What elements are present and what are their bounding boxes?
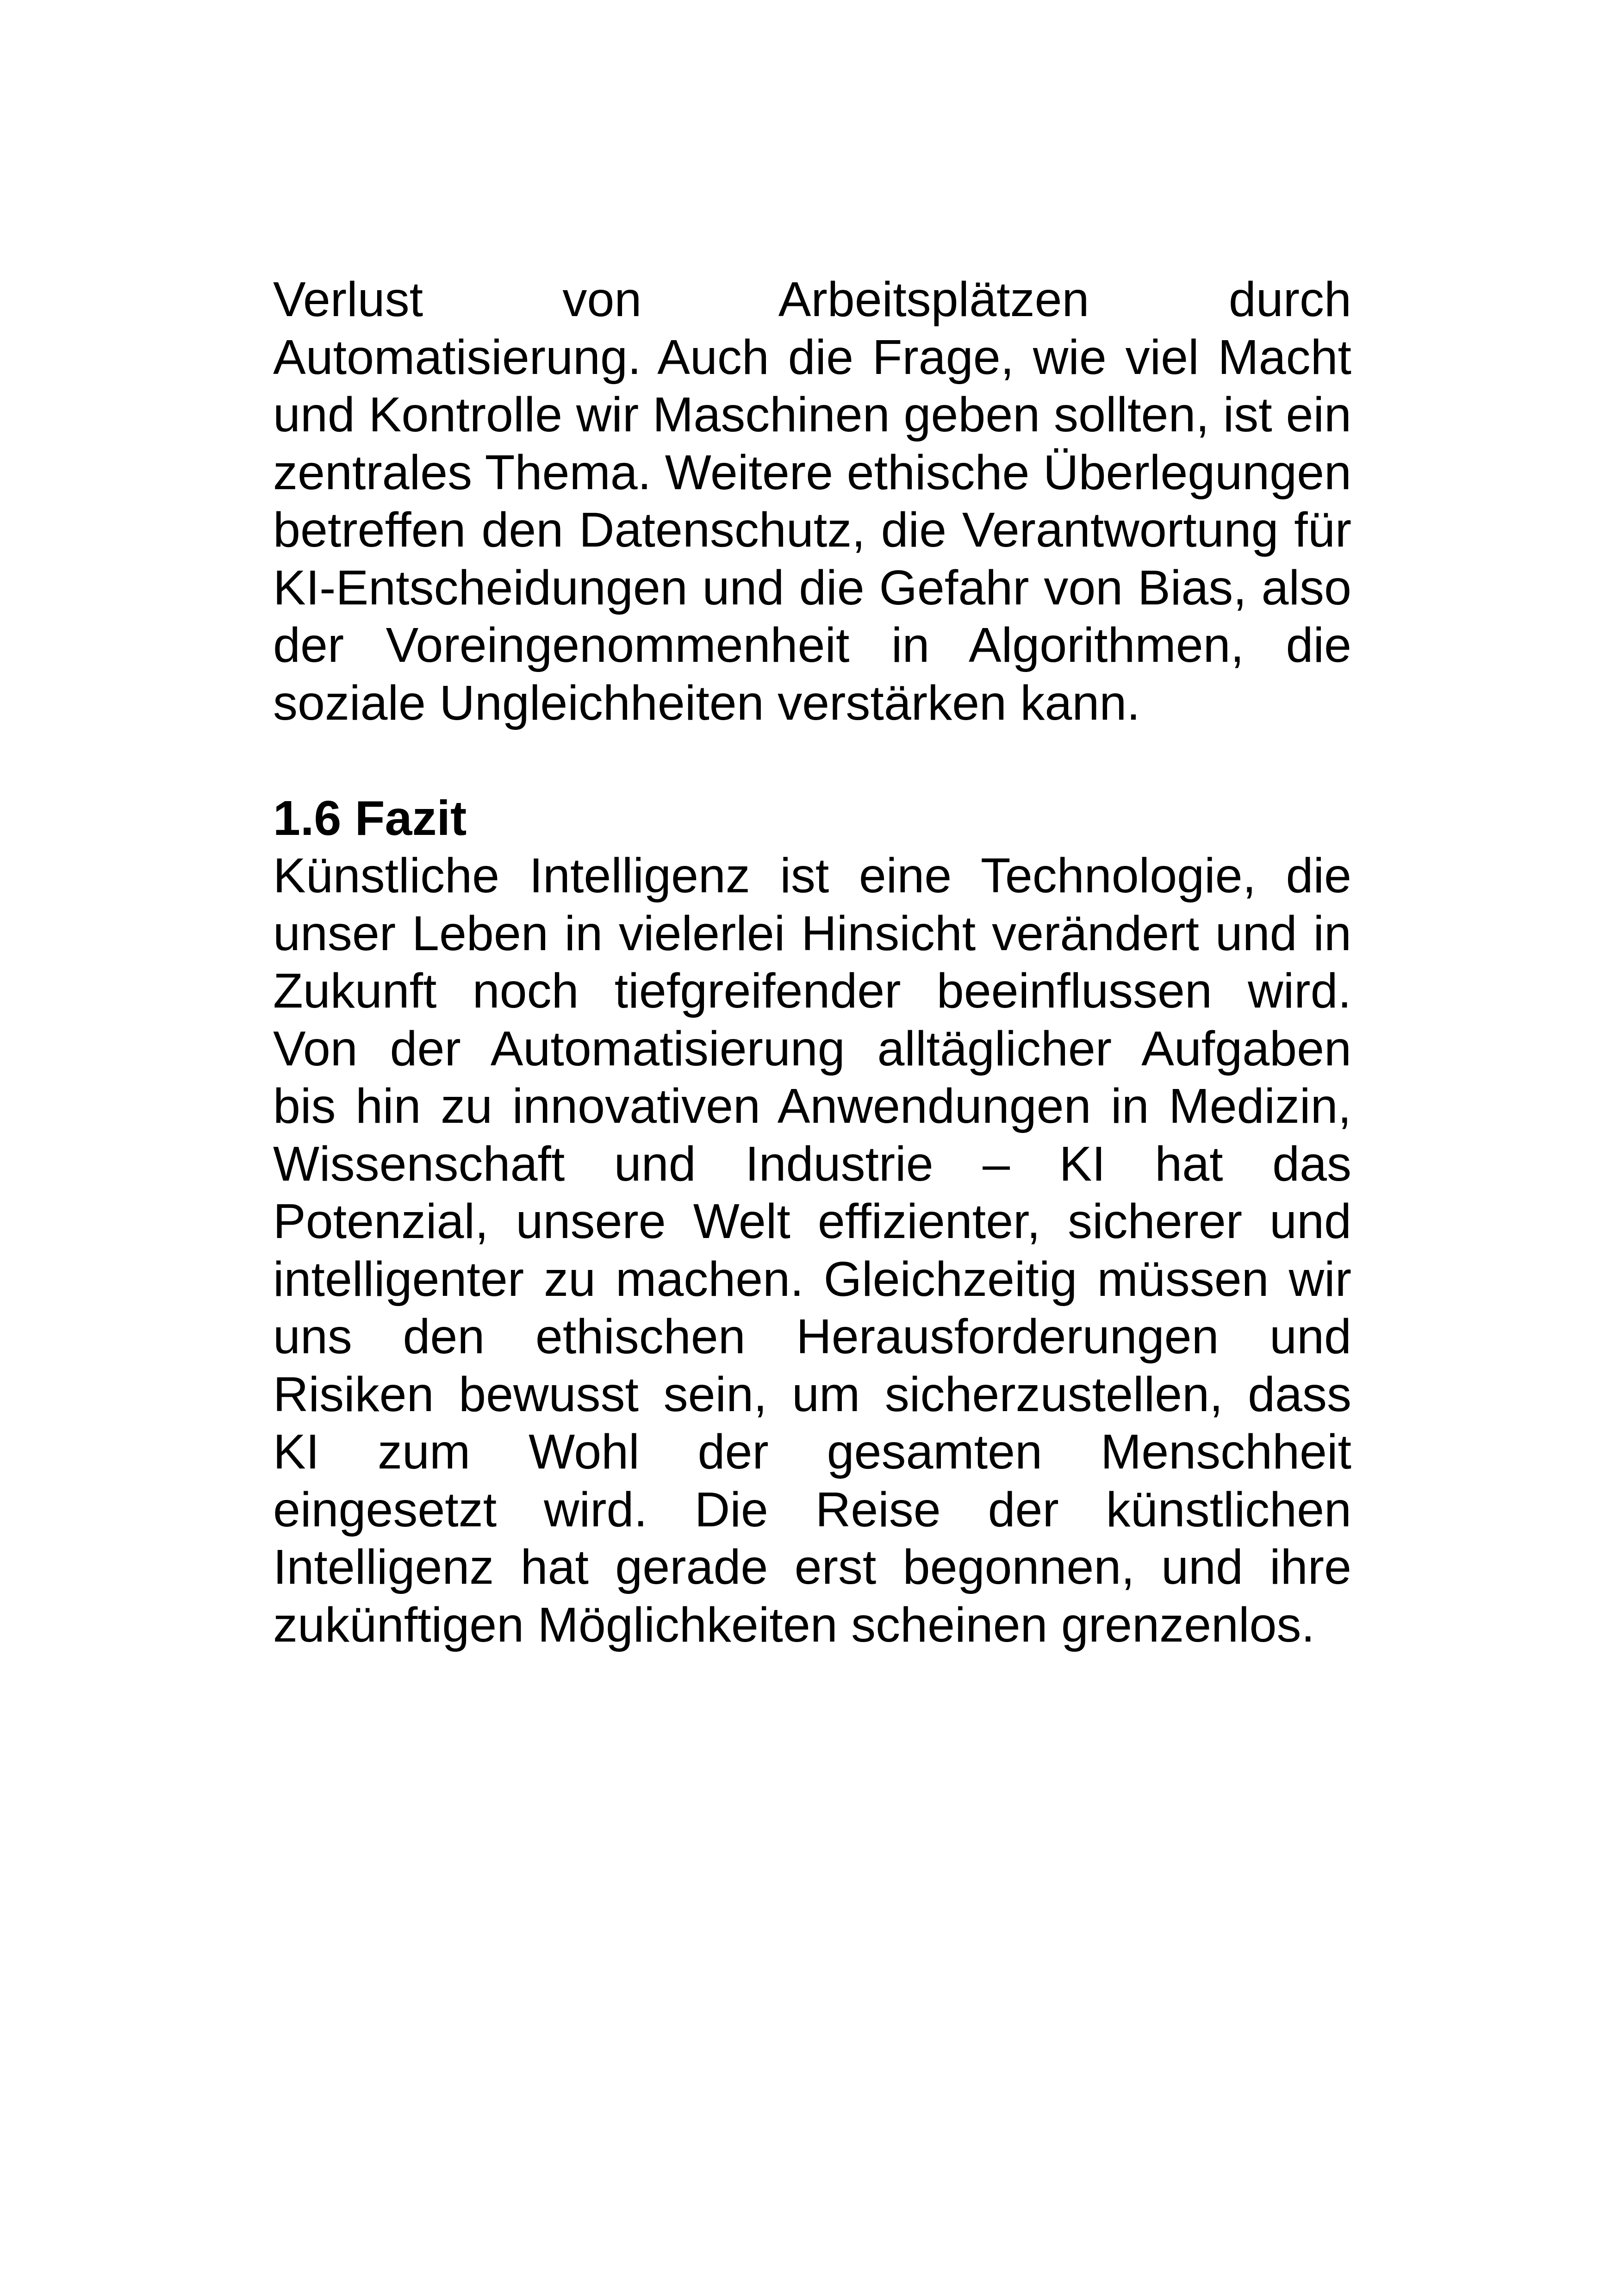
paragraph-ethics: Verlust von Arbeitsplätzen durch Automatisierung. Auch die Frage, wie viel Macht und Kontrolle wir Maschinen geben sollten, ist ein zentrales Thema. Weitere ethische Überlegungen betreffen den Datenschutz, die Verantwortung für KI-Entscheidungen und die Gefahr von Bias, also der Voreingenommenheit in Algorithmen, die soziale Ungleichheiten verstärken kann. (273, 272, 1351, 730)
page-content (273, 271, 1351, 1654)
section-heading: 1.6 Fazit (273, 790, 467, 846)
paragraph-spacer (273, 732, 1351, 790)
paragraph-conclusion: Künstliche Intelligenz ist eine Technologie, die unser Leben in vielerlei Hinsicht verändert und in Zukunft noch tiefgreifender beeinflussen wird. Von der Automatisierung alltäglicher Aufgaben bis hin zu innovativen Anwendungen in Medizin, Wissenschaft und Industrie – KI hat das Potenzial, unsere Welt effizienter, sicherer und intelligenter zu machen. Gleichzeitig müssen wir uns den ethischen Herausforderungen und Risiken bewusst sein, um sicherzustellen, dass KI zum Wohl der gesamten Menschheit eingesetzt wird. Die Reise der künstlichen Intelligenz hat gerade erst begonnen, und ihre zukünftigen Möglichkeiten scheinen grenzenlos. (273, 848, 1351, 1652)
